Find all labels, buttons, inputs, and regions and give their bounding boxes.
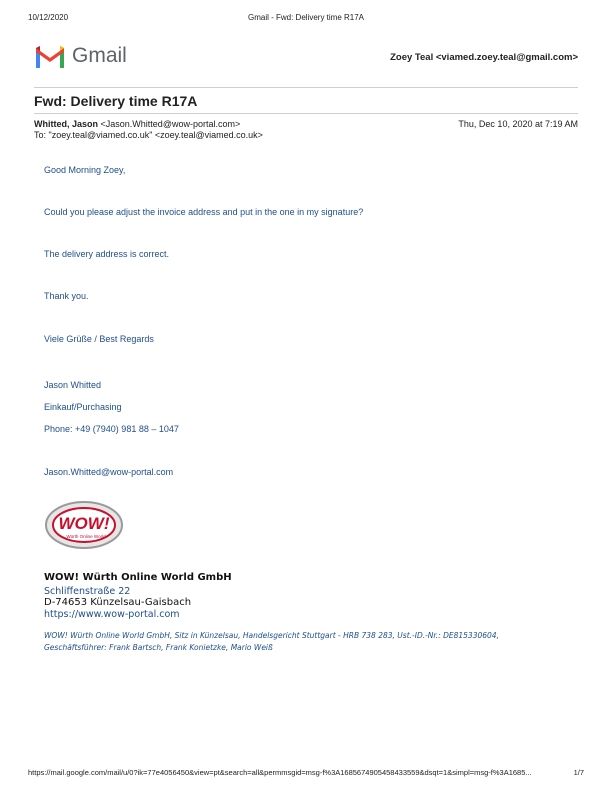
legal-line-2: Geschäftsführer: Frank Bartsch, Frank Konietzke, Mario Weiß bbox=[44, 643, 273, 652]
recipient-line: To: "zoey.teal@viamed.co.uk" <zoey.teal@viamed.co.uk> bbox=[34, 130, 263, 140]
body-thanks: Thank you. bbox=[44, 291, 89, 301]
body-regards: Viele Grüße / Best Regards bbox=[44, 334, 154, 344]
body-greeting: Good Morning Zoey, bbox=[44, 165, 126, 175]
body-delivery: The delivery address is correct. bbox=[44, 249, 170, 259]
print-date: 10/12/2020 bbox=[28, 13, 69, 22]
wow-logo-icon bbox=[44, 500, 124, 550]
subject-divider bbox=[34, 113, 578, 114]
sender-address: <Jason.Whitted@wow-portal.com> bbox=[100, 119, 241, 129]
print-title: Gmail - Fwd: Delivery time R17A bbox=[247, 13, 365, 22]
body-request: Could you please adjust the invoice address and put in the one in my signature? bbox=[44, 207, 364, 217]
signature-dept: Einkauf/Purchasing bbox=[44, 402, 122, 412]
gmail-logo-icon[interactable] bbox=[34, 44, 66, 68]
sender-name: Whitted, Jason bbox=[34, 119, 99, 129]
account-label: Zoey Teal <viamed.zoey.teal@gmail.com> bbox=[390, 52, 578, 63]
signature-name: Jason Whitted bbox=[44, 380, 102, 390]
legal-line-1: WOW! Würth Online World GmbH, Sitz in Künzelsau, Handelsgericht Stuttgart - HRB 738 283, Ust.-ID.-Nr.: DE815330604, bbox=[44, 631, 499, 640]
company-city: D-74653 Künzelsau-Gaisbach bbox=[44, 597, 192, 608]
signature-phone: Phone: +49 (7940) 981 88 – 1047 bbox=[44, 424, 179, 434]
company-website-link[interactable]: https://www.wow-portal.com bbox=[44, 609, 180, 620]
gmail-logo-text[interactable]: Gmail bbox=[72, 44, 127, 67]
company-name: WOW! Würth Online World GmbH bbox=[44, 572, 232, 583]
company-street[interactable]: Schliffenstraße 22 bbox=[44, 586, 131, 597]
header-divider bbox=[34, 87, 578, 88]
page-number: 1/7 bbox=[573, 768, 584, 777]
footer-url: https://mail.google.com/mail/u/0?ik=77e4056450&view=pt&search=all&permmsgid=msg-f%3A1685674905458433559&dsqt=1&simpl=msg-f%3A1685... bbox=[28, 768, 532, 777]
sender-line bbox=[34, 119, 240, 129]
email-date: Thu, Dec 10, 2020 at 7:19 AM bbox=[458, 119, 578, 129]
wow-logo-subtext: Würth Online World bbox=[66, 534, 106, 539]
email-subject: Fwd: Delivery time R17A bbox=[34, 93, 198, 109]
wow-logo-text: WOW! bbox=[58, 514, 110, 533]
signature-email-link[interactable]: Jason.Whitted@wow-portal.com bbox=[44, 467, 174, 477]
